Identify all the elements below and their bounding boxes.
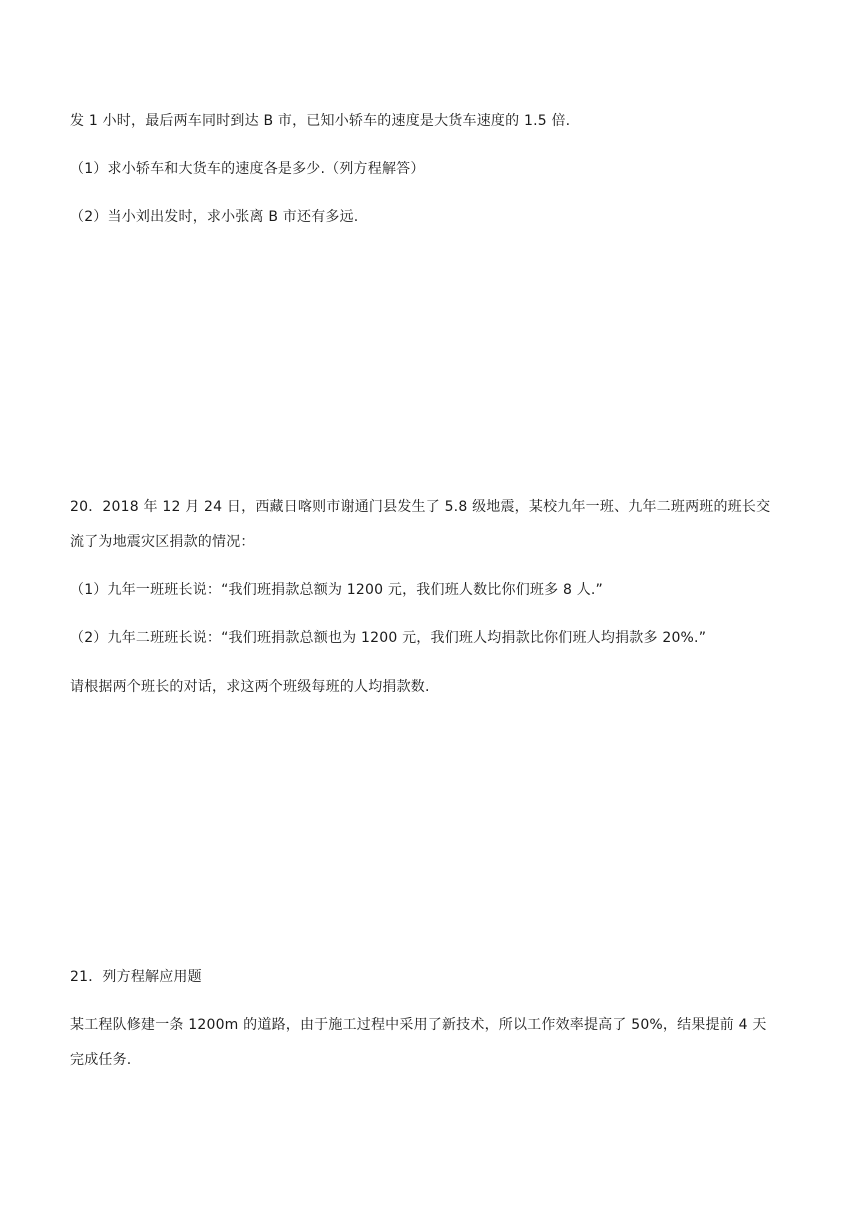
problem-19-subquestion-2: （2）当小刘出发时，求小张离 B 市还有多远. bbox=[70, 209, 359, 225]
problem-20-subquestion-2: （2）九年二班班长说：“我们班捐款总额也为 1200 元，我们班人均捐款比你们班人均捐款多 20%.” bbox=[70, 630, 707, 646]
problem-21-heading: 21．列方程解应用题 bbox=[70, 969, 202, 985]
problem-20-subquestion-1: （1）九年一班班长说：“我们班捐款总额为 1200 元，我们班人数比你们班多 8 人.” bbox=[70, 582, 603, 598]
problem-21-line-2: 完成任务. bbox=[70, 1052, 132, 1068]
problem-21-line-1: 某工程队修建一条 1200m 的道路，由于施工过程中采用了新技术，所以工作效率提高了 50%，结果提前 4 天 bbox=[70, 1017, 767, 1033]
problem-20-line-1: 20．2018 年 12 月 24 日，西藏日喀则市谢通门县发生了 5.8 级地震，某校九年一班、九年二班两班的班长交 bbox=[70, 499, 771, 515]
problem-20-question: 请根据两个班长的对话，求这两个班级每班的人均捐款数. bbox=[70, 679, 430, 695]
problem-19-continuation: 发 1 小时，最后两车同时到达 B 市，已知小轿车的速度是大货车速度的 1.5 倍. bbox=[70, 113, 571, 129]
problem-19-subquestion-1: （1）求小轿车和大货车的速度各是多少.（列方程解答） bbox=[70, 161, 425, 177]
problem-20-line-2: 流了为地震灾区捐款的情况： bbox=[70, 534, 255, 550]
